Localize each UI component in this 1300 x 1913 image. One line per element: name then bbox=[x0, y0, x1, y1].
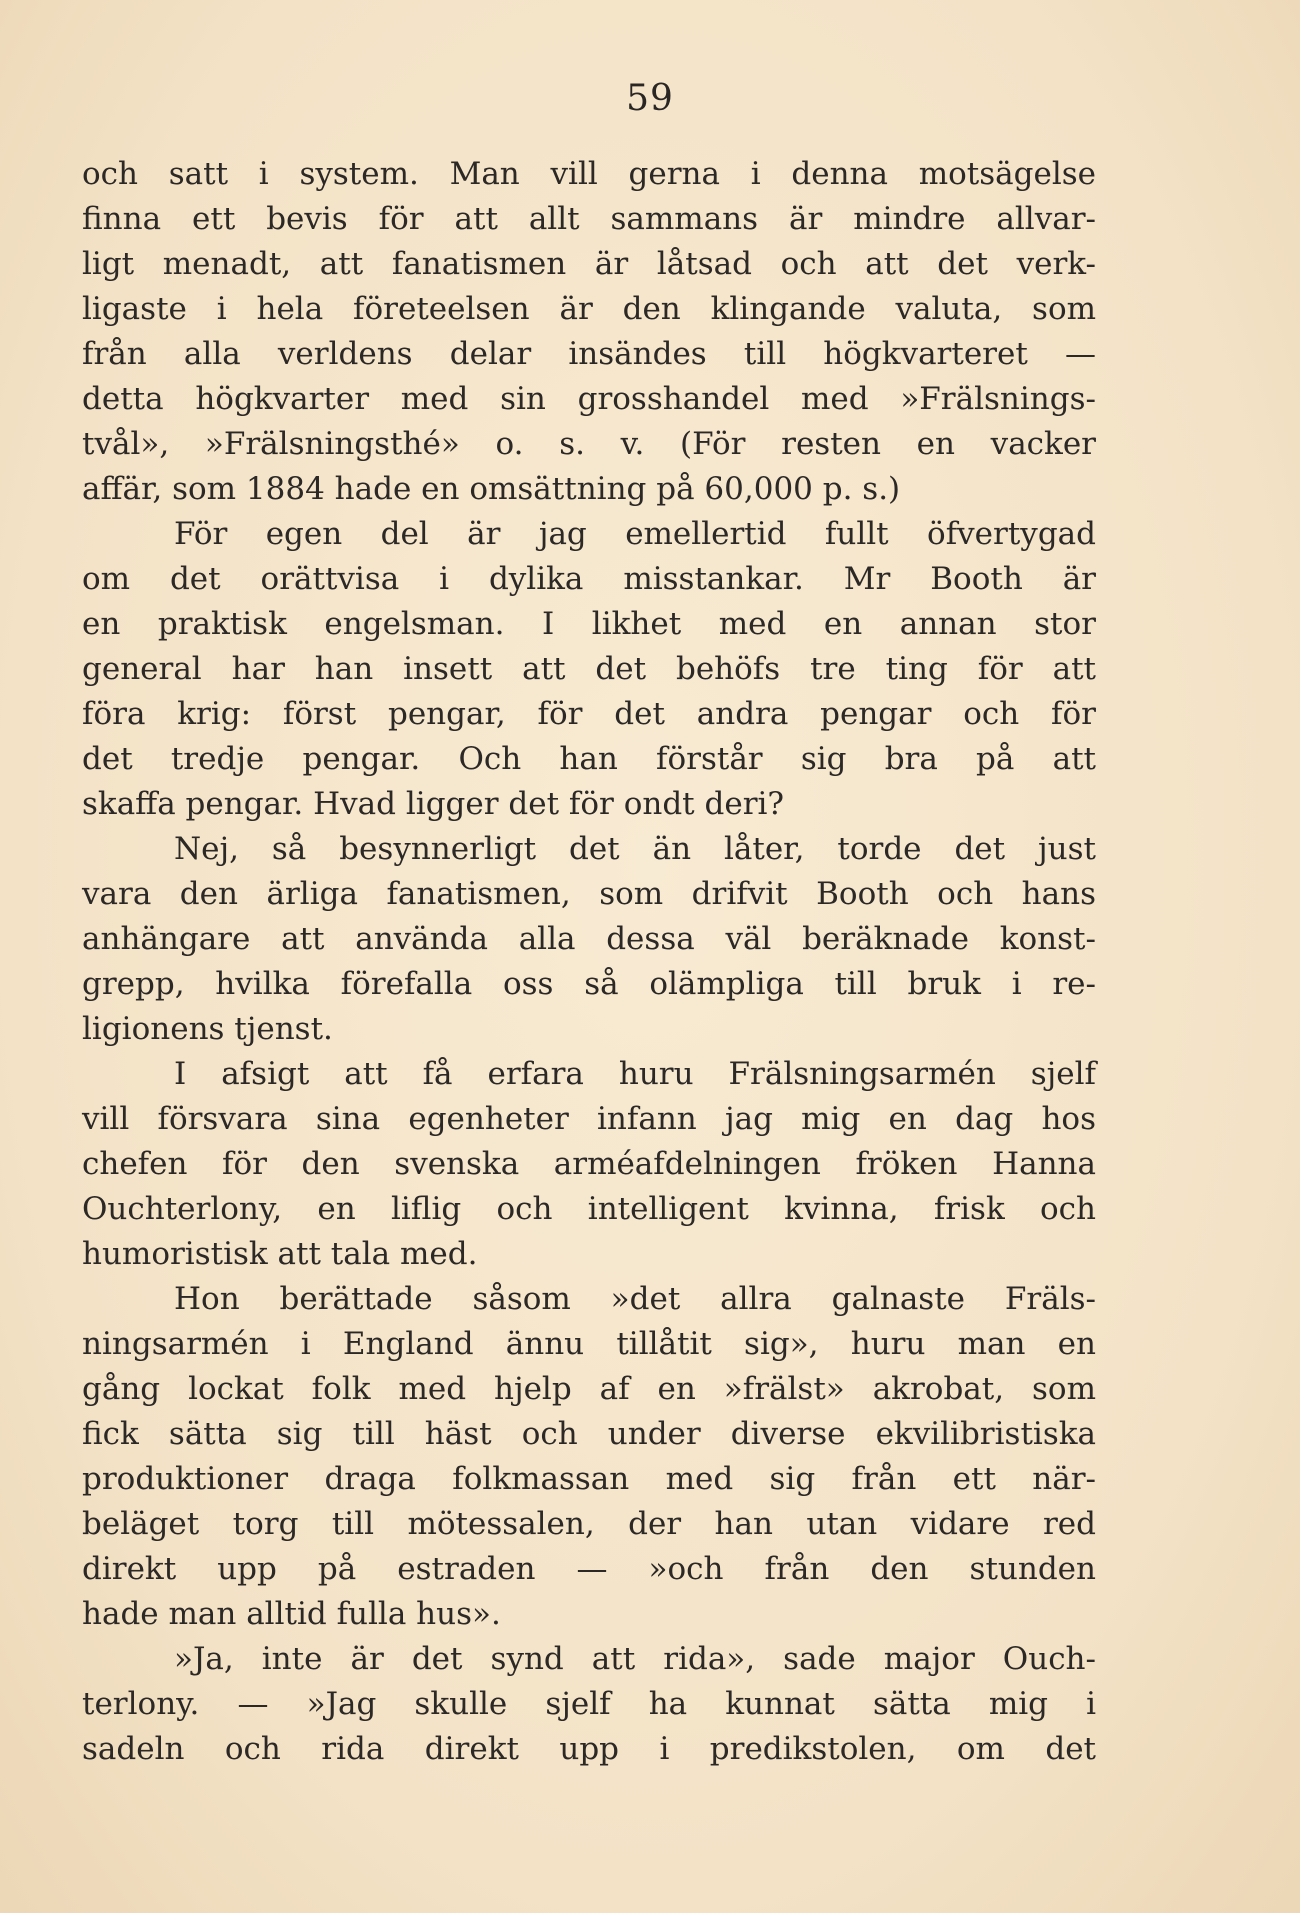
text-line: chefen för den svenska arméafdelningen fröken Hanna bbox=[82, 1146, 1096, 1182]
text-line: skaffa pengar. Hvad ligger det för ondt deri? bbox=[82, 786, 785, 822]
text-line: sadeln och rida direkt upp i predikstolen, om det bbox=[82, 1731, 1096, 1767]
text-line: humoristisk att tala med. bbox=[82, 1236, 478, 1272]
text-line: det tredje pengar. Och han förstår sig bra på att bbox=[82, 741, 1096, 777]
text-line: »Ja, inte är det synd att rida», sade major Ouch- bbox=[174, 1641, 1096, 1677]
text-line: direkt upp på estraden — »och från den stunden bbox=[82, 1551, 1096, 1587]
text-line: finna ett bevis för att allt sammans är mindre allvar- bbox=[82, 201, 1096, 237]
text-line: I afsigt att få erfara huru Frälsningsarmén sjelf bbox=[174, 1056, 1096, 1092]
text-line: Ouchterlony, en liflig och intelligent kvinna, frisk och bbox=[82, 1191, 1096, 1227]
text-line: Nej, så besynnerligt det än låter, torde det just bbox=[174, 831, 1096, 867]
text-line: För egen del är jag emellertid fullt öfvertygad bbox=[174, 516, 1096, 552]
text-line: detta högkvarter med sin grosshandel med »Frälsnings- bbox=[82, 381, 1096, 417]
text-line: om det orättvisa i dylika misstankar. Mr Booth är bbox=[82, 561, 1096, 597]
text-line: vill försvara sina egenheter infann jag mig en dag hos bbox=[82, 1101, 1096, 1137]
text-line: Hon berättade såsom »det allra galnaste Fräls- bbox=[174, 1281, 1096, 1317]
text-line: tvål», »Frälsningsthé» o. s. v. (För resten en vacker bbox=[82, 426, 1096, 462]
text-line: föra krig: först pengar, för det andra pengar och för bbox=[82, 696, 1096, 732]
text-line: från alla verldens delar insändes till högkvarteret — bbox=[82, 336, 1096, 372]
body-text bbox=[82, 152, 1096, 1772]
text-line: affär, som 1884 hade en omsättning på 60,000 p. s.) bbox=[82, 471, 901, 507]
text-line: terlony. — »Jag skulle sjelf ha kunnat sätta mig i bbox=[82, 1686, 1096, 1722]
text-line: en praktisk engelsman. I likhet med en annan stor bbox=[82, 606, 1096, 642]
text-line: ningsarmén i England ännu tillåtit sig», huru man en bbox=[82, 1326, 1096, 1362]
text-line: beläget torg till mötessalen, der han utan vidare red bbox=[82, 1506, 1096, 1542]
page-number: 59 bbox=[626, 78, 674, 119]
text-line: och satt i system. Man vill gerna i denna motsägelse bbox=[82, 156, 1096, 192]
text-line: ligionens tjenst. bbox=[82, 1011, 333, 1047]
text-line: ligaste i hela företeelsen är den klingande valuta, som bbox=[82, 291, 1096, 327]
text-line: grepp, hvilka förefalla oss så olämpliga till bruk i re- bbox=[82, 966, 1096, 1002]
text-line: produktioner draga folkmassan med sig från ett när- bbox=[82, 1461, 1096, 1497]
text-line: hade man alltid fulla hus». bbox=[82, 1596, 501, 1632]
text-line: gång lockat folk med hjelp af en »frälst» akrobat, som bbox=[82, 1371, 1096, 1407]
text-line: ligt menadt, att fanatismen är låtsad och att det verk- bbox=[82, 246, 1096, 282]
text-line: fick sätta sig till häst och under diverse ekvilibristiska bbox=[82, 1416, 1096, 1452]
text-line: general har han insett att det behöfs tre ting för att bbox=[82, 651, 1096, 687]
text-line: vara den ärliga fanatismen, som drifvit Booth och hans bbox=[82, 876, 1096, 912]
text-line: anhängare att använda alla dessa väl beräknade konst- bbox=[82, 921, 1096, 957]
